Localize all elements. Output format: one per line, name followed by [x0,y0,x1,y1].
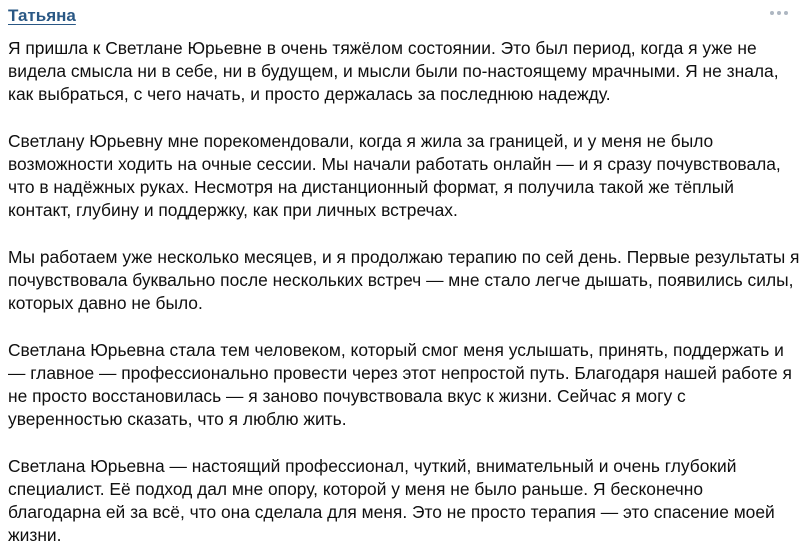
ellipsis-icon [784,11,788,15]
post-text [8,37,800,555]
post-paragraph: Светлану Юрьевну мне порекомендовали, когда я жила за границей, и у меня не было возможности ходить на очные сессии. Мы начали работать онлайн — и я сразу почувствовала, что в надёжных руках. Несмотря на дистанционный формат, я получила такой же тёплый контакт, глубину и поддержку, как при личных встречах. [8,130,781,221]
post-paragraph: Светлана Юрьевна — настоящий профессионал, чуткий, внимательный и очень глубокий специалист. Её подход дал мне опору, которой у меня не было раньше. Я бесконечно благодарна ей за всё, что она сделала для меня. Это не просто терапия — это спасение моей жизни. [8,455,775,546]
ellipsis-icon [770,11,774,15]
more-options-button[interactable] [767,4,791,22]
post-paragraph: Я пришла к Светлане Юрьевне в очень тяжёлом состоянии. Это был период, когда я уже не видела смысла ни в себе, ни в будущем, и мысли были по-настоящему мрачными. Я не знала, как выбраться, с чего начать, и просто держалась за последнюю надежду. [8,38,779,105]
author-name-link[interactable]: Татьяна [8,6,76,25]
post-paragraph: Мы работаем уже несколько месяцев, и я продолжаю терапию по сей день. Первые результаты я почувствовала буквально после нескольких встреч — мне стало легче дышать, появились силы, которых давно не было. [8,246,800,314]
post-paragraph: Светлана Юрьевна стала тем человеком, который смог меня услышать, принять, поддержать и — главное — профессионально провести через этот непростой путь. Благодаря нашей работе я не просто восстановилась — я заново почувствовала вкус к жизни. Сейчас я могу с уверенностью сказать, что я люблю жить. [8,339,792,430]
ellipsis-icon [777,11,781,15]
